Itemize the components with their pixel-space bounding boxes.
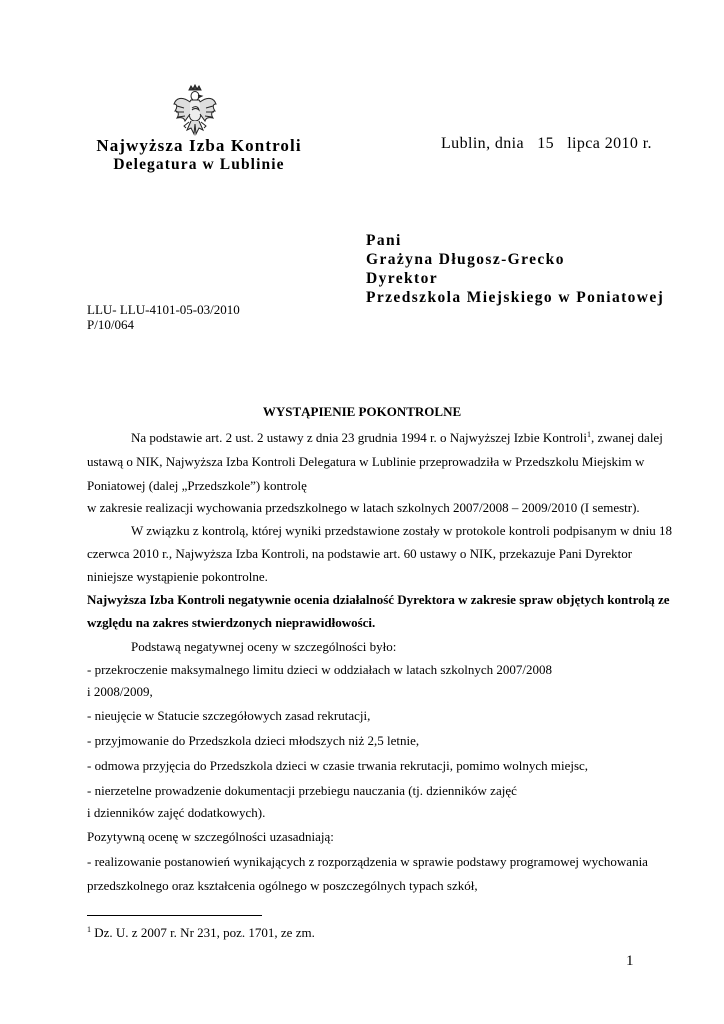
addressee-institution: Przedszkola Miejskiego w Poniatowej: [366, 289, 665, 306]
body-line: czerwca 2010 r., Najwyższa Izba Kontroli, na podstawie art. 60 ustawy o NIK, przekazuje Pani Dyrektor: [87, 546, 633, 561]
addressee-block: [366, 231, 664, 307]
document-title: WYSTĄPIENIE POKONTROLNE: [262, 404, 462, 419]
list-item: - przyjmowanie do Przedszkola dzieci młodszych niż 2,5 letnie,: [87, 733, 420, 748]
body-line: Pozytywną ocenę w szczególności uzasadniają:: [87, 829, 334, 844]
addressee-salutation: Pani: [366, 232, 402, 249]
list-item: - realizowanie postanowień wynikających z rozporządzenia w sprawie podstawy programowej wychowania: [87, 854, 648, 869]
list-item-continuation: przedszkolnego oraz kształcenia ogólnego w poszczególnych typach szkół,: [87, 878, 478, 893]
control-number: P/10/064: [87, 317, 134, 332]
list-item-continuation: i 2008/2009,: [87, 684, 153, 699]
assessment-line: względu na zakres stwierdzonych nieprawidłowości.: [87, 615, 376, 630]
body-line: ustawą o NIK, Najwyższa Izba Kontroli Delegatura w Lublinie przeprowadziła w Przedszkolu Miejskim w: [87, 454, 645, 469]
reference-numbers: [87, 302, 240, 332]
body-line: Podstawą negatywnej oceny w szczególności było:: [131, 639, 397, 654]
delegation-name: Delegatura w Lublinie: [113, 156, 285, 173]
polish-eagle-emblem-icon: [172, 84, 218, 140]
list-item: - nierzetelne prowadzenie dokumentacji przebiegu nauczania (tj. dzienników zajęć: [87, 783, 517, 798]
list-item: - odmowa przyjęcia do Przedszkola dzieci w czasie trwania rekrutacji, pomimo wolnych miejsc,: [87, 758, 589, 773]
page-number: 1: [626, 953, 634, 969]
body-line: W związku z kontrolą, której wyniki przedstawione zostały w protokole kontroli podpisanym w dniu 18: [131, 523, 672, 538]
institution-name: Najwyższa Izba Kontroli: [96, 136, 302, 155]
footnote-number: 1: [87, 925, 91, 934]
body-line: w zakresie realizacji wychowania przedszkolnego w latach szkolnych 2007/2008 – 2009/2010 (I semestr).: [87, 500, 640, 515]
body-line: niniejsze wystąpienie pokontrolne.: [87, 569, 268, 584]
footnote-text: Dz. U. z 2007 r. Nr 231, poz. 1701, ze zm.: [91, 925, 315, 940]
body-line: Na podstawie art. 2 ust. 2 ustawy z dnia 23 grudnia 1994 r. o Najwyższej Izbie Kontroli$^1$, zwanej dalej: [131, 430, 663, 445]
document-date: Lublin, dnia 15 lipca 2010 r.: [441, 135, 652, 152]
body-line: Poniatowej (dalej „Przedszkole”) kontrolę: [87, 478, 307, 493]
addressee-position: Dyrektor: [366, 270, 439, 287]
addressee-name: Grażyna Długosz-Grecko: [366, 251, 565, 268]
list-item: - nieujęcie w Statucie szczegółowych zasad rekrutacji,: [87, 708, 371, 723]
assessment-line: Najwyższa Izba Kontroli negatywnie ocenia działalność Dyrektora w zakresie spraw objętych kontrolą ze: [87, 592, 670, 607]
case-number: LLU- LLU-4101-05-03/2010: [87, 302, 240, 317]
footnote: [87, 925, 315, 941]
list-item-continuation: i dzienników zajęć dodatkowych).: [87, 805, 266, 820]
list-item: - przekroczenie maksymalnego limitu dzieci w oddziałach w latach szkolnych 2007/2008: [87, 662, 552, 677]
footnote-divider: [87, 915, 262, 916]
footnote-marker: 1: [586, 430, 591, 439]
